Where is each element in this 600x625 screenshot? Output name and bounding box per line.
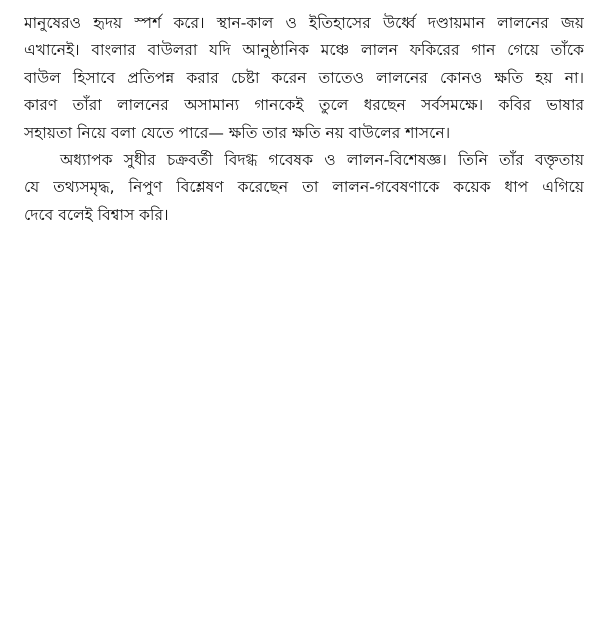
text-line: এখানেই। বাংলার বাউলরা যদি আনুষ্ঠানিক মঞ্চে লালন ফকিরের গান গেয়ে তাঁকে [24,41,584,60]
text-line: সহায়তা নিয়ে বলা যেতে পারে— ক্ষতি তার ক্ষতি নয় বাউলের শাসনে। [24,123,451,142]
text-line: দেবে বলেই বিশ্বাস করি। [24,205,169,224]
paragraph-2 [24,147,584,229]
text-line: মানুষেরও হৃদয় স্পর্শ করে। স্থান-কাল ও ইতিহাসের উর্ধ্বে দণ্ডায়মান লালনের জয় [24,14,584,32]
text-line: কারণ তাঁরা লালনের অসামান্য গানকেই তুলে ধরছেন সর্বসমক্ষে। কবির ভাষার [24,96,584,115]
text-line: অধ্যাপক সুধীর চক্রবর্তী বিদগ্ধ গবেষক ও লালন-বিশেষজ্ঞ। তিনি তাঁর বক্তৃতায় [60,151,584,170]
paragraph-1 [24,10,584,147]
text-line: যে তথ্যসমৃদ্ধ, নিপুণ বিশ্লেষণ করেছেন তা লালন-গবেষণাকে কয়েক ধাপ এগিয়ে [24,178,584,197]
document-body [24,10,584,229]
text-line: বাউল হিসাবে প্রতিপন্ন করার চেষ্টা করেন তাতেও লালনের কোনও ক্ষতি হয় না। [24,68,584,87]
